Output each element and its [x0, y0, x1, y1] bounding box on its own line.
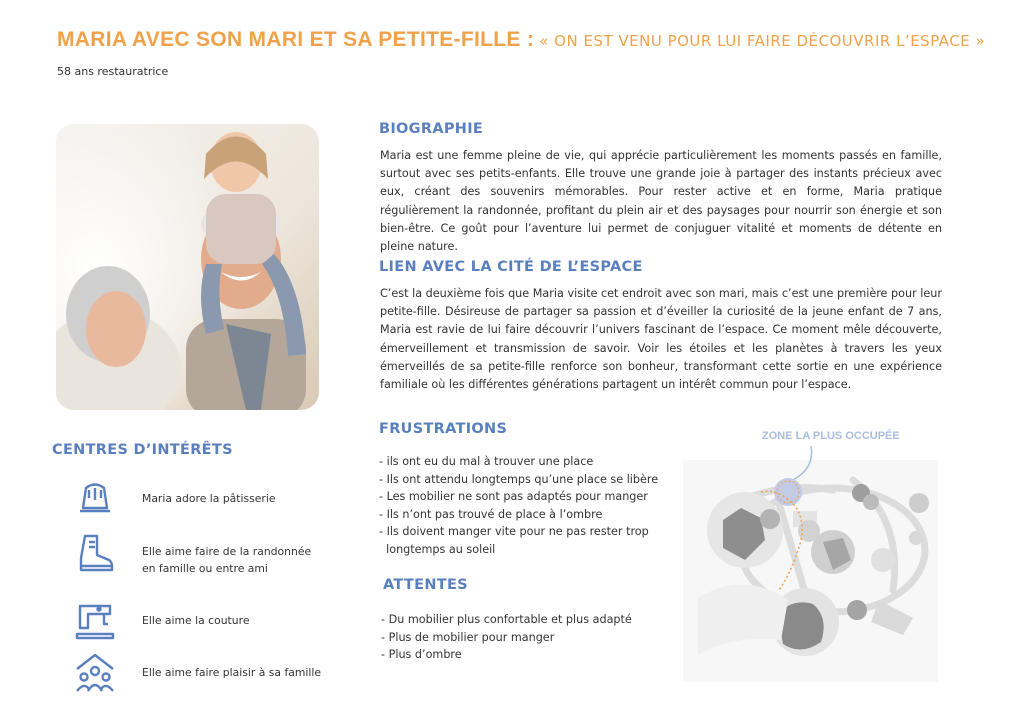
interest-item-patisserie — [68, 476, 276, 520]
list-item: - Plus de mobilier pour manger — [381, 630, 555, 644]
interest-label: Elle aime faire plaisir à sa famille — [142, 666, 322, 679]
site-map — [683, 420, 938, 682]
interets-heading: CENTRES D’INTÉRÊTS — [52, 442, 233, 458]
interest-label: Maria adore la pâtisserie — [142, 492, 276, 505]
lien-heading: LIEN AVEC LA CITÉ DE L’ESPACE — [379, 259, 643, 275]
title-quote: « ON EST VENU POUR LUI FAIRE DÉCOUVRIR L’ESPACE » — [539, 32, 986, 50]
biographie-text: Maria est une femme pleine de vie, qui apprécie particulièrement les moments passés en famille, surtout avec ses petits-enfants. Elle trouve une grande joie à partager des instants précieux avec eux, créant des souvenirs mémorables. Pour rester active et en forme, Maria pratique régulièrement la randonnée, profitant du plein air et des paysages pour nourrir son énergie et son bien-être. Ce goût pour l’aventure lui permet de conjuguer vitalité et moments de détente en pleine nature. — [380, 149, 942, 254]
lien-text: C’est la deuxième fois que Maria visite cet endroit avec son mari, mais c’est une première pour leur petite-fille. Désireuse de partager sa passion et d’éveiller la curiosité de la jeune enfant de 7 ans, Maria est ravie de lui faire découvrir l’univers fascinant de l’espace. Ce moment mêle découverte, émerveillement et transmission de savoir. Voir les étoiles et les planètes à travers les yeux émerveillés de sa petite-fille renforce son bonheur, transformant cette sortie en une expérience familiale où les différentes générations partagent un intérêt commun pour l’espace. — [380, 287, 942, 392]
interest-item-famille — [68, 650, 322, 694]
interest-label: Elle aime la couture — [142, 614, 250, 627]
persona-subtitle: 58 ans restauratrice — [57, 65, 169, 78]
list-item: - Ils doivent manger vite pour ne pas rester trop — [379, 525, 649, 538]
attentes-list — [381, 611, 632, 664]
page-title — [57, 28, 985, 52]
attentes-heading: ATTENTES — [383, 577, 468, 593]
sewing-machine-icon — [68, 598, 122, 642]
frustrations-list — [379, 453, 658, 558]
list-item: longtemps au soleil — [379, 542, 496, 556]
list-item: - Du mobilier plus confortable et plus adapté — [381, 613, 632, 626]
map-label: ZONE LA PLUS OCCUPÉE — [762, 430, 900, 442]
pudding-icon — [68, 476, 122, 520]
list-item: - Les mobilier ne sont pas adaptés pour manger — [379, 490, 648, 503]
interest-label: Elle aime faire de la randonnée en famille ou entre ami — [142, 545, 312, 575]
family-icon — [68, 650, 122, 694]
hiking-boot-icon — [68, 532, 122, 576]
frustrations-heading: FRUSTRATIONS — [379, 421, 508, 437]
list-item: - Ils n’ont pas trouvé de place à l’ombre — [379, 507, 603, 521]
title-main: MARIA AVEC SON MARI ET SA PETITE-FILLE : — [57, 28, 535, 51]
persona-photo — [56, 124, 319, 410]
list-item: - Ils ont attendu longtemps qu’une place se libère — [379, 472, 659, 486]
list-item: - Plus d’ombre — [381, 648, 462, 661]
biographie-heading: BIOGRAPHIE — [379, 121, 484, 137]
list-item: - ils ont eu du mal à trouver une place — [379, 455, 594, 468]
interest-item-randonnee — [68, 532, 312, 576]
interest-item-couture — [68, 598, 250, 642]
